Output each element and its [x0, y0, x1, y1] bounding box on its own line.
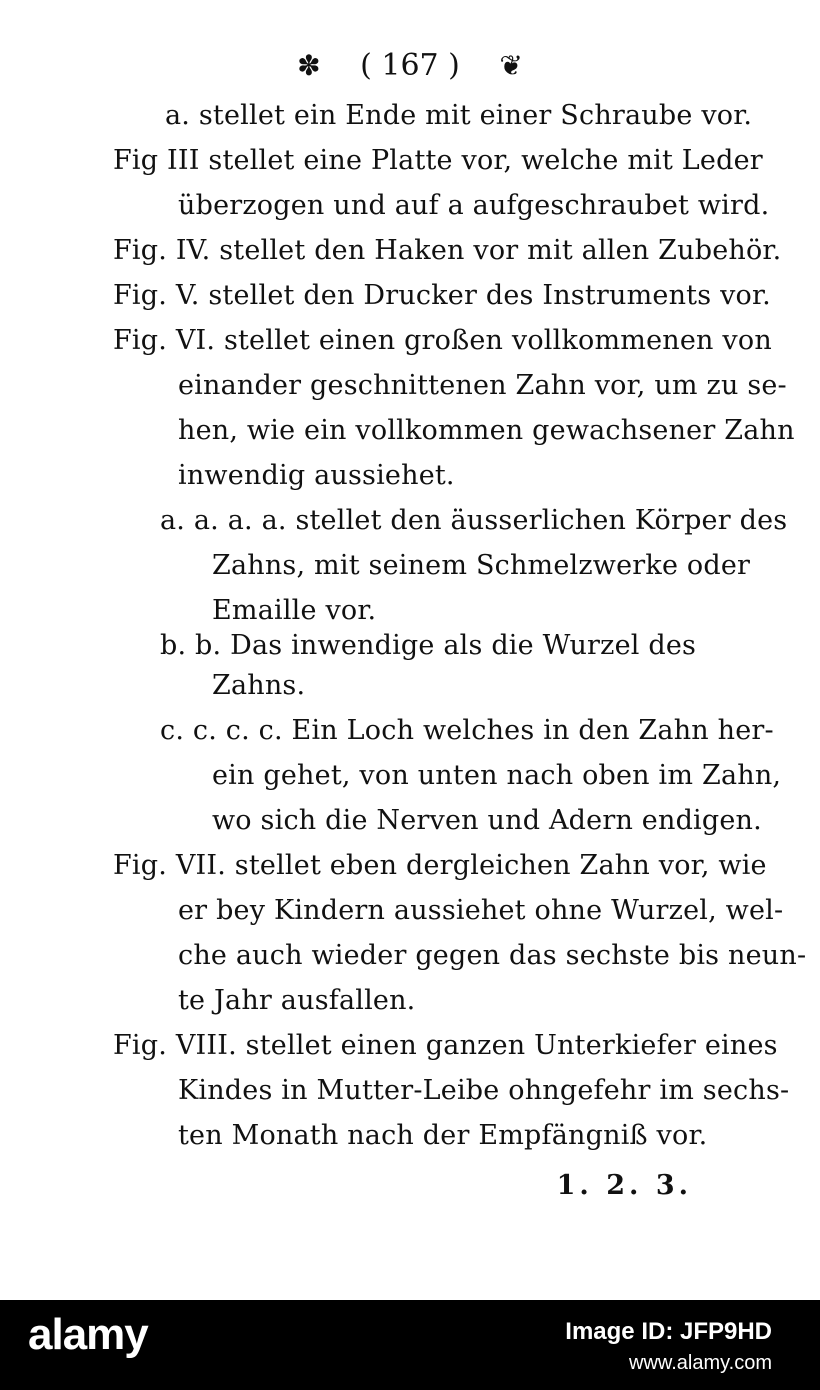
text-line: wo sich die Nerven und Adern endigen.: [212, 805, 762, 836]
text-line: Emaille vor.: [212, 595, 377, 626]
text-line: Fig. VI. stellet einen großen vollkommenen von: [113, 325, 772, 356]
text-line: inwendig aussiehet.: [178, 460, 455, 491]
text-line: ten Monath nach der Empfängniß vor.: [178, 1120, 708, 1151]
text-line: Fig. VII. stellet eben dergleichen Zahn vor, wie: [113, 850, 767, 881]
watermark-footer: [0, 1300, 820, 1390]
text-line: Zahns.: [212, 670, 306, 701]
text-line: c. c. c. c. Ein Loch welches in den Zahn her-: [160, 715, 774, 746]
text-line: b. b. Das inwendige als die Wurzel des: [160, 630, 697, 661]
text-line: Fig. IV. stellet den Haken vor mit allen Zubehör.: [113, 235, 782, 266]
text-line: ein gehet, von unten nach oben im Zahn,: [212, 760, 782, 791]
text-line: er bey Kindern aussiehet ohne Wurzel, wel-: [178, 895, 784, 926]
text-line: a. stellet ein Ende mit einer Schraube vor.: [165, 100, 753, 131]
text-line: che auch wieder gegen das sechste bis neun-: [178, 940, 807, 971]
text-line: te Jahr ausfallen.: [178, 985, 416, 1016]
catchword: 1. 2. 3.: [556, 1170, 692, 1201]
alamy-logo: alamy: [28, 1310, 148, 1359]
text-line: Fig. V. stellet den Drucker des Instruments vor.: [113, 280, 771, 311]
text-line: Zahns, mit seinem Schmelzwerke oder: [212, 550, 751, 581]
text-line: hen, wie ein vollkommen gewachsener Zahn: [178, 415, 795, 446]
text-line: Fig III stellet eine Platte vor, welche mit Leder: [113, 145, 763, 176]
text-line: überzogen und auf a aufgeschraubet wird.: [178, 190, 770, 221]
text-line: einander geschnittenen Zahn vor, um zu se-: [178, 370, 787, 401]
page-number: ( 167 ): [360, 48, 460, 83]
text-line: Fig. VIII. stellet einen ganzen Unterkiefer eines: [113, 1030, 778, 1061]
text-line: Kindes in Mutter-Leibe ohngefehr im sechs-: [178, 1075, 790, 1106]
image-id: Image ID: JFP9HD: [565, 1318, 772, 1345]
page-header: [0, 44, 820, 88]
ornament-left-icon: ✽: [297, 49, 321, 82]
watermark-url: www.alamy.com: [629, 1352, 772, 1374]
text-line: a. a. a. a. stellet den äusserlichen Körper des: [160, 505, 788, 536]
ornament-right-icon: ❦: [499, 49, 523, 82]
